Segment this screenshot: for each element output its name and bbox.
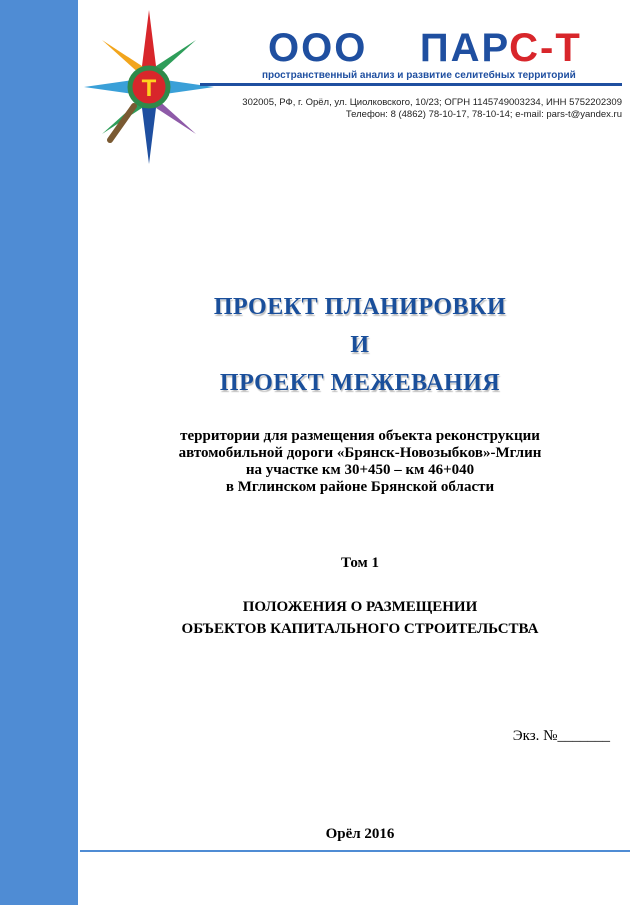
contact-line: Телефон: 8 (4862) 78-10-17, 78-10-14; e-mail: pars-t@yandex.ru xyxy=(345,109,622,120)
company-name-part1: ПАР xyxy=(419,26,510,70)
logo-star-bottom-point xyxy=(141,100,157,164)
title-line-1: ПРОЕКТ ПЛАНИРОВКИ xyxy=(213,294,507,320)
company-tagline: пространственный анализ и развитие селитебных территорий xyxy=(262,70,576,81)
project-subject xyxy=(100,428,620,496)
company-logo-star-icon xyxy=(82,8,216,166)
left-color-bar xyxy=(0,0,78,905)
company-name-part2: С-Т xyxy=(509,26,582,70)
volume-label: Том 1 xyxy=(340,555,379,571)
company-address xyxy=(200,97,622,121)
title-line-3: ПРОЕКТ МЕЖЕВАНИЯ xyxy=(219,370,501,396)
copy-number: Экз. №_______ xyxy=(512,728,610,744)
section-title xyxy=(100,596,620,640)
subject-line-2: автомобильной дороги «Брянск-Новозыбков»-Мглин xyxy=(178,445,542,461)
logo-letter: Т xyxy=(141,75,157,102)
subject-line-4: в Мглинском районе Брянской области xyxy=(225,479,495,495)
section-title-line-1: ПОЛОЖЕНИЯ О РАЗМЕЩЕНИИ xyxy=(242,599,478,615)
footer-divider xyxy=(80,850,630,852)
company-prefix: ООО xyxy=(268,26,368,70)
logo-star-top-point xyxy=(141,10,157,74)
logo-magnifier-handle xyxy=(110,106,134,140)
company-name-spacer xyxy=(380,26,406,70)
subject-line-1: территории для размещения объекта реконструкции xyxy=(180,428,540,444)
company-name xyxy=(268,26,598,70)
address-line: 302005, РФ, г. Орёл, ул. Циолковского, 10/23; ОГРН 1145749003234, ИНН 5752202309 xyxy=(242,97,622,108)
title-line-2: И xyxy=(350,332,370,358)
section-title-line-2: ОБЪЕКТОВ КАПИТАЛЬНОГО СТРОИТЕЛЬСТВА xyxy=(181,621,539,637)
subject-line-3: на участке км 30+450 – км 46+040 xyxy=(245,462,475,478)
header-divider xyxy=(200,83,622,86)
city-year: Орёл 2016 xyxy=(325,826,395,842)
document-title xyxy=(100,288,620,402)
